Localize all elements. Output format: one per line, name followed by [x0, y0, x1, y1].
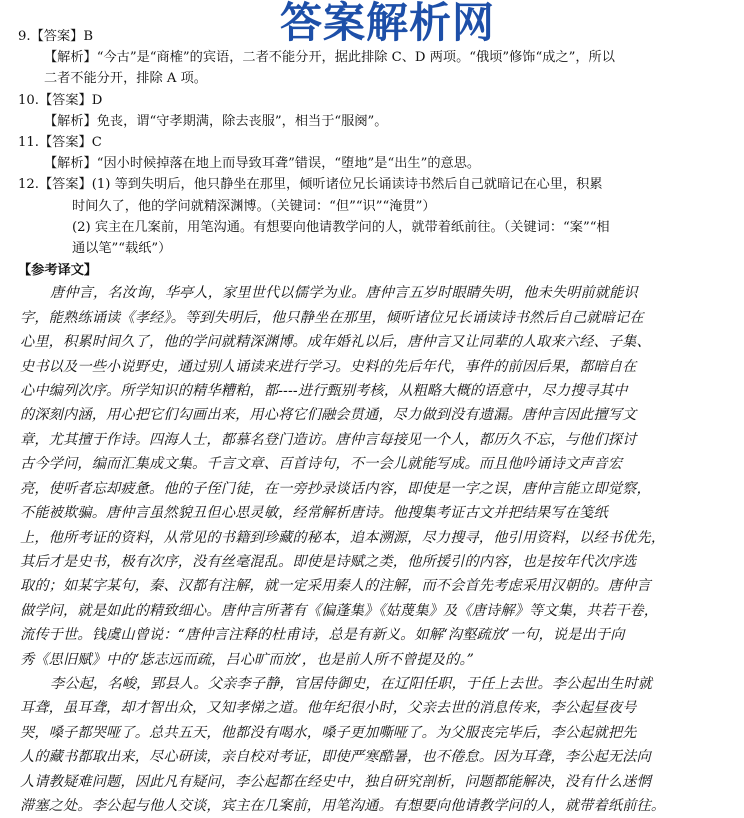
analysis-line: 【解析】“今古”是“商榷”的宾语，二者不能分开，据此排除 C、D 两项。“俄顷”修饰“成之”，所以 — [44, 50, 615, 66]
answer-line: 时间久了，他的学问就精深渊博。（关键词：“但”“识”“淹贯”） — [72, 198, 436, 214]
answer-line: 9.【答案】B — [18, 29, 94, 44]
translation-line: 耳聋，虽耳聋，却才智出众，又知孝悌之道。他年纪很小时，父亲去世的消息传来，李公起昼夜号 — [20, 700, 637, 717]
answer-9 — [18, 26, 730, 90]
translation-line: 唐仲言，名汝询，华亭人，家里世代以儒学为业。唐仲言五岁时眼睛失明，他未失明前就能识 — [50, 285, 638, 302]
translation-line: 人请教疑难问题，因此凡有疑问，李公起都在经史中，独自研究剖析，问题都能解决，没有什么迷惘 — [20, 773, 651, 790]
translation-line: 取的；如某字某句，秦、汉都有注解，就一定采用秦人的注解，而不会首先考虑采用汉朝的。唐仲言 — [20, 578, 651, 595]
answer-11 — [18, 132, 730, 174]
translation-line: 不能被欺骗。唐仲言虽然貌丑但心思灵敏，经常解析唐诗。他搜集考证古文并把结果写在笺纸 — [20, 505, 608, 522]
translation-line: 古今学问，编而汇集成文集。千言文章、百首诗句，不一会儿就能写成。而且他吟诵诗文声音宏 — [20, 456, 623, 473]
translation-line: 人的藏书都取出来，尽心研读，亲自校对考证，即使严寒酷暑，也不倦怠。因为耳聋，李公起无法向 — [20, 749, 651, 766]
analysis-line: 【解析】“因小时候掉落在地上而导致耳聋”错误，“堕地”是“出生”的意思。 — [44, 156, 481, 172]
analysis-line: 二者不能分开，排除 A 项。 — [44, 71, 207, 87]
analysis-line: 【解析】免丧，谓“守孝期满，除去丧服”，相当于“服阕”。 — [44, 113, 388, 129]
translation-line: 心中编列次序。所学知识的精华糟粕，都----进行甄别考核，从粗略大概的语意中，尽力搜寻其中 — [20, 383, 628, 400]
translation-line: 字，能熟练诵读《孝经》。等到失明后，他只静坐在那里，倾听诸位兄长诵读诗书然后自己就暗记在 — [20, 309, 644, 326]
translation-line: 心里，积累时间久了，他的学问就精深渊博。成年婚礼以后，唐仲言又让同辈的人取来六经、子集、 — [20, 334, 651, 351]
translation-line: 滞塞之处。李公起与他人交谈，宾主在几案前，用笔沟通。有想要向他请教学问的人，就带着纸前往。 — [20, 797, 666, 814]
watermark-logo: 答案解析网 — [280, 0, 496, 47]
translation-line: 亮，使听者忘却疲惫。他的子侄门徒，在一旁抄录谈话内容，即使是一字之误，唐仲言能立即觉察， — [20, 480, 651, 497]
translation-line: 其后才是史书，极有次序，没有丝毫混乱。即使是诗赋之类，他所援引的内容，也是按年代次序选 — [20, 553, 637, 570]
answer-line: 通以笔”“载纸”） — [72, 241, 172, 257]
translation-line: 李公起，名峻，郢县人。父亲李子静，官居侍御史，在辽阳任职，于任上去世。李公起出生时就 — [50, 675, 653, 692]
translation-line: 哭，嗓子都哭哑了。总共五天，他都没有喝水，嗓子更加嘶哑了。为父服丧完毕后，李公起就把先 — [20, 724, 637, 741]
answer-line: 10.【答案】D — [18, 92, 103, 108]
translation-heading: 【参考译文】 — [18, 263, 98, 279]
answer-line: 12.【答案】(1) 等到失明后，他只静坐在那里，倾听诸位兄长诵读诗书然后自己就暗记在心里，积累 — [18, 177, 603, 193]
answer-10 — [18, 90, 730, 132]
translation-line: 史书以及一些小说野史，通过别人诵读来进行学习。史料的先后年代，事件的前因后果，都暗自在 — [20, 358, 637, 375]
translation-line: 的深刻内涵，用心把它们勾画出来，用心将它们融会贯通，尽力做到没有遗漏。唐仲言因此擅写文 — [20, 407, 637, 424]
document-page — [18, 26, 730, 818]
translation-body — [18, 281, 730, 818]
translation-line: 秀《思旧赋》中的‘毖志远而疏，吕心旷而放’，也是前人所不曾提及的。” — [20, 651, 475, 668]
translation-line: 流传于世。钱虞山曾说：“唐仲言注释的杜甫诗，总是有新义。如解‘沟壑疏放’一句，说是出于向 — [20, 627, 625, 644]
answer-12 — [18, 174, 730, 259]
answer-line: (2) 宾主在几案前，用笔沟通。有想要向他请教学问的人，就带着纸前往。（关键词：“案”“相 — [72, 219, 610, 235]
translation-line: 做学问，就是如此的精致细心。唐仲言所著有《偏蓬集》《姑蔑集》及《唐诗解》等文集，共若干卷， — [20, 602, 659, 619]
translation-line: 上，他所考证的资料，从常见的书籍到珍藏的秘本，追本溯源，尽力搜寻，他引用资料，以经书优先， — [20, 529, 666, 546]
translation-line: 章，尤其擅于作诗。四海人士，都慕名登门造访。唐仲言每接见一个人，都历久不忘，与他们探讨 — [20, 431, 637, 448]
answer-line: 11.【答案】C — [18, 135, 102, 151]
